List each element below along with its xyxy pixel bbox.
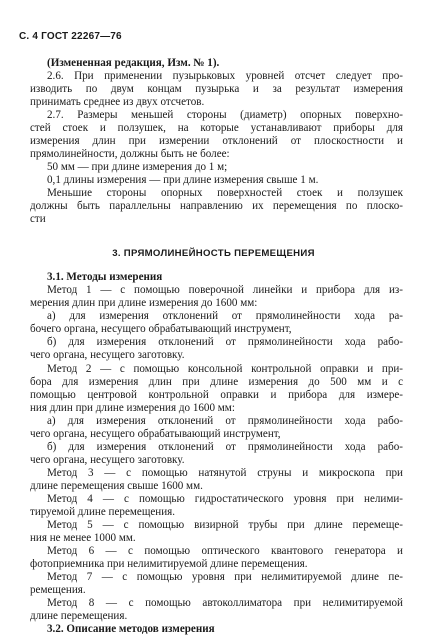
p27-item-1: 50 мм — при длине измерения до 1 м;	[47, 161, 228, 173]
p27-tail-line-2: должны быть параллельны направлению их перемещения по плоско-	[30, 200, 403, 212]
m6-line-1: Метод 6 — с помощью оптического квантового генератора и	[47, 545, 403, 557]
m2-line-4: ния длин при длине измерения до 1600 мм:	[30, 402, 235, 414]
p26-line-2: изводить по двум концам пузырька и за результат измерения	[30, 83, 403, 95]
m2-line-8: чего органа, несущего заготовку.	[30, 454, 185, 466]
s32-title: 3.2. Описание методов измерения	[47, 623, 215, 635]
m5-line-1: Метод 5 — с помощью визирной трубы при длине перемеще-	[47, 519, 403, 531]
m1-line-6: чего органа, несущего заготовку.	[30, 349, 185, 361]
m7-line-1: Метод 7 — с помощью уровня при нелимитируемой длине пе-	[47, 571, 403, 583]
p27-line-2: стей стоек и ползушек, на которые устанавливают приборы для	[30, 122, 403, 134]
p27-item-2: 0,1 длины измерения — при длине измерения свыше 1 м.	[47, 174, 319, 186]
m1-line-4: бочего органа, несущего обрабатывающий инструмент,	[30, 323, 292, 335]
m2-line-6: чего органа, несущего обрабатывающий инструмент,	[30, 428, 281, 440]
m2-line-3: помощью центровой контрольной оправки и прибора для измере-	[30, 389, 403, 401]
m7-line-2: ремещения.	[30, 584, 86, 596]
m1-line-1: Метод 1 — с помощью поверочной линейки и прибора для из-	[47, 284, 403, 296]
section-heading: 3. ПРЯМОЛИНЕЙНОСТЬ ПЕРЕМЕЩЕНИЯ	[112, 248, 315, 259]
p27-line-4: прямолинейности, должны быть не более:	[30, 148, 230, 160]
m1-line-2: мерения длин при длине измерения до 1600 мм:	[30, 297, 258, 309]
page-header: С. 4 ГОСТ 22267—76	[19, 31, 122, 42]
m6-line-2: фотоприемника при нелимитируемой длине перемещения.	[30, 558, 308, 570]
m2-line-7: б) для измерения отклонений от прямолинейности хода рабо-	[47, 441, 403, 453]
m4-line-1: Метод 4 — с помощью гидростатического уровня при нелими-	[47, 493, 403, 505]
edition-note: (Измененная редакция, Изм. № 1).	[47, 57, 220, 69]
m4-line-2: тируемой длине перемещения.	[30, 506, 176, 518]
p26-line-1: 2.6. При применении пузырьковых уровней отсчет следует про-	[47, 70, 403, 82]
p27-line-3: измерения длин при измерении отклонений от плоскостности и	[30, 135, 403, 147]
m3-line-1: Метод 3 — с помощью натянутой струны и микроскопа при	[47, 467, 403, 479]
p27-line-1: 2.7. Размеры меньшей стороны (диаметр) опорных поверхно-	[47, 109, 403, 121]
p27-tail-line-1: Меньшие стороны опорных поверхностей стоек и ползушек	[47, 187, 403, 199]
m2-line-2: бора для измерения длин при длине измерения до 500 мм и с	[30, 376, 403, 388]
m1-line-3: а) для измерения отклонений от прямолинейности хода ра-	[47, 310, 403, 322]
m3-line-2: длине перемещения свыше 1600 мм.	[30, 480, 203, 492]
m8-line-1: Метод 8 — с помощью автоколлиматора при нелимитируемой	[47, 597, 403, 609]
m2-line-5: а) для измерения отклонений от прямолинейности хода рабо-	[47, 415, 403, 427]
p26-line-3: принимать среднее из двух отсчетов.	[30, 96, 205, 108]
m1-line-5: б) для измерения отклонений от прямолинейности хода рабо-	[47, 336, 403, 348]
p27-tail-line-3: сти	[30, 213, 46, 225]
s31-title: 3.1. Методы измерения	[47, 271, 163, 283]
m2-line-1: Метод 2 — с помощью консольной контрольной оправки и при-	[47, 363, 403, 375]
m5-line-2: ния не менее 1000 мм.	[30, 532, 136, 544]
m8-line-2: длине перемещения.	[30, 610, 128, 622]
